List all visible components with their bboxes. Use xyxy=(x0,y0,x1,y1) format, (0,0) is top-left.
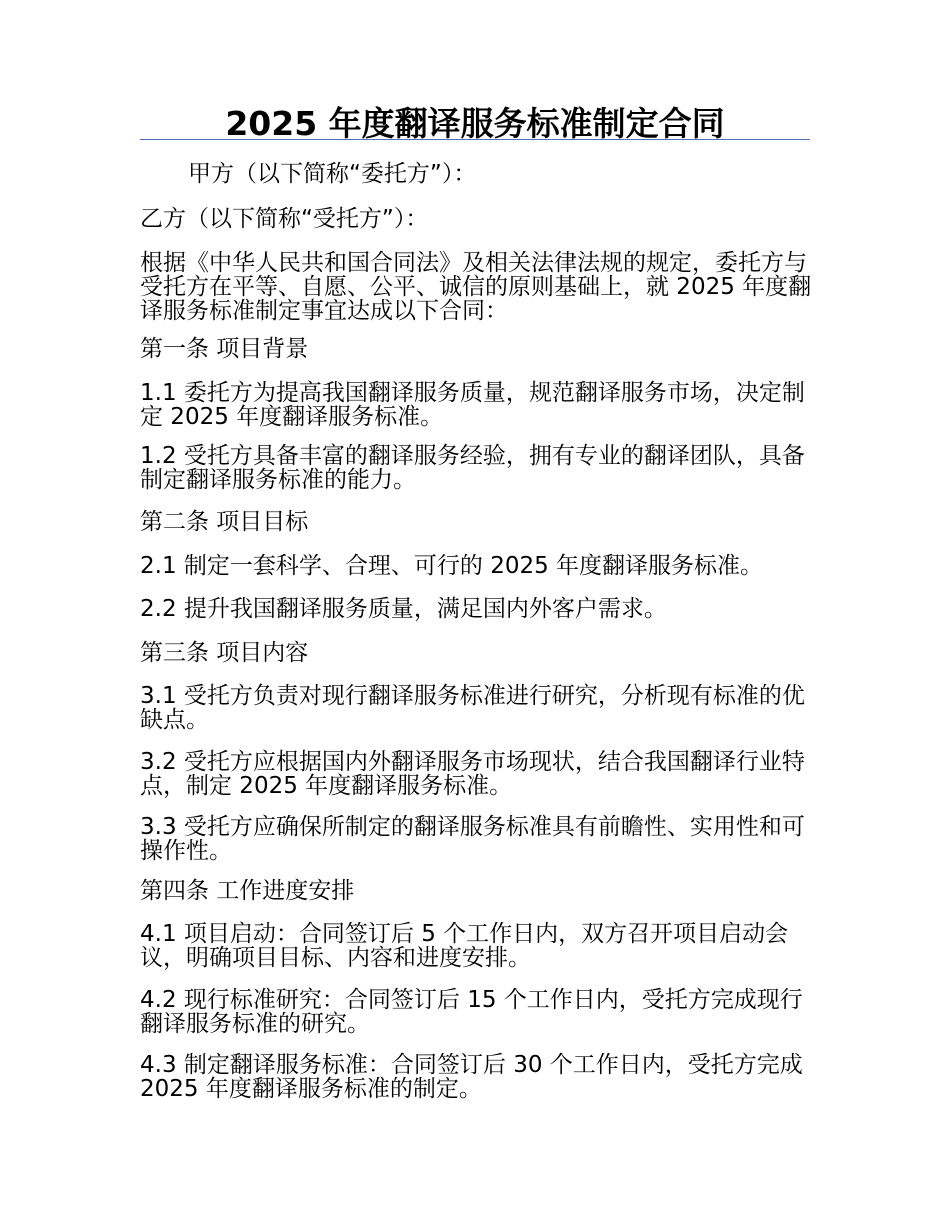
section-heading-1: 第一条 项目背景 xyxy=(140,336,309,362)
clause-1-2: 1.2 受托方具备丰富的翻译服务经验，拥有专业的翻译团队，具备制定翻译服务标准的能力。 xyxy=(140,443,805,493)
section-heading-3: 第三条 项目内容 xyxy=(140,640,309,666)
document-title: 2025 年度翻译服务标准制定合同 xyxy=(225,104,725,143)
clause-4-3: 4.3 制定翻译服务标准：合同签订后 30 个工作日内，受托方完成 2025 年度翻译服务标准的制定。 xyxy=(140,1052,803,1102)
section-heading-2: 第二条 项目目标 xyxy=(140,509,309,535)
clause-4-2: 4.2 现行标准研究：合同签订后 15 个工作日内，受托方完成现行翻译服务标准的研究。 xyxy=(140,987,803,1037)
clause-4-1: 4.1 项目启动：合同签订后 5 个工作日内，双方召开项目启动会议，明确项目目标、内容和进度安排。 xyxy=(140,921,789,971)
section-heading-4: 第四条 工作进度安排 xyxy=(140,878,355,904)
clause-2-1: 2.1 制定一套科学、合理、可行的 2025 年度翻译服务标准。 xyxy=(140,553,764,579)
clause-3-3: 3.3 受托方应确保所制定的翻译服务标准具有前瞻性、实用性和可操作性。 xyxy=(140,814,805,864)
clause-3-2: 3.2 受托方应根据国内外翻译服务市场现状，结合我国翻译行业特点，制定 2025 年度翻译服务标准。 xyxy=(140,749,805,799)
party-a-line: 甲方（以下简称“委托方”）： xyxy=(188,161,477,187)
title-underline xyxy=(140,139,810,140)
clause-2-2: 2.2 提升我国翻译服务质量，满足国内外客户需求。 xyxy=(140,596,667,622)
clause-3-1: 3.1 受托方负责对现行翻译服务标准进行研究，分析现有标准的优缺点。 xyxy=(140,683,805,733)
preamble-paragraph: 根据《中华人民共和国合同法》及相关法律法规的规定，委托方与受托方在平等、自愿、公平、诚信的原则基础上，就 2025 年度翻译服务标准制定事宜达成以下合同： xyxy=(140,250,812,324)
clause-1-1: 1.1 委托方为提高我国翻译服务质量，规范翻译服务市场，决定制定 2025 年度翻译服务标准。 xyxy=(140,380,805,430)
party-b-line: 乙方（以下简称“受托方”）： xyxy=(140,206,429,232)
